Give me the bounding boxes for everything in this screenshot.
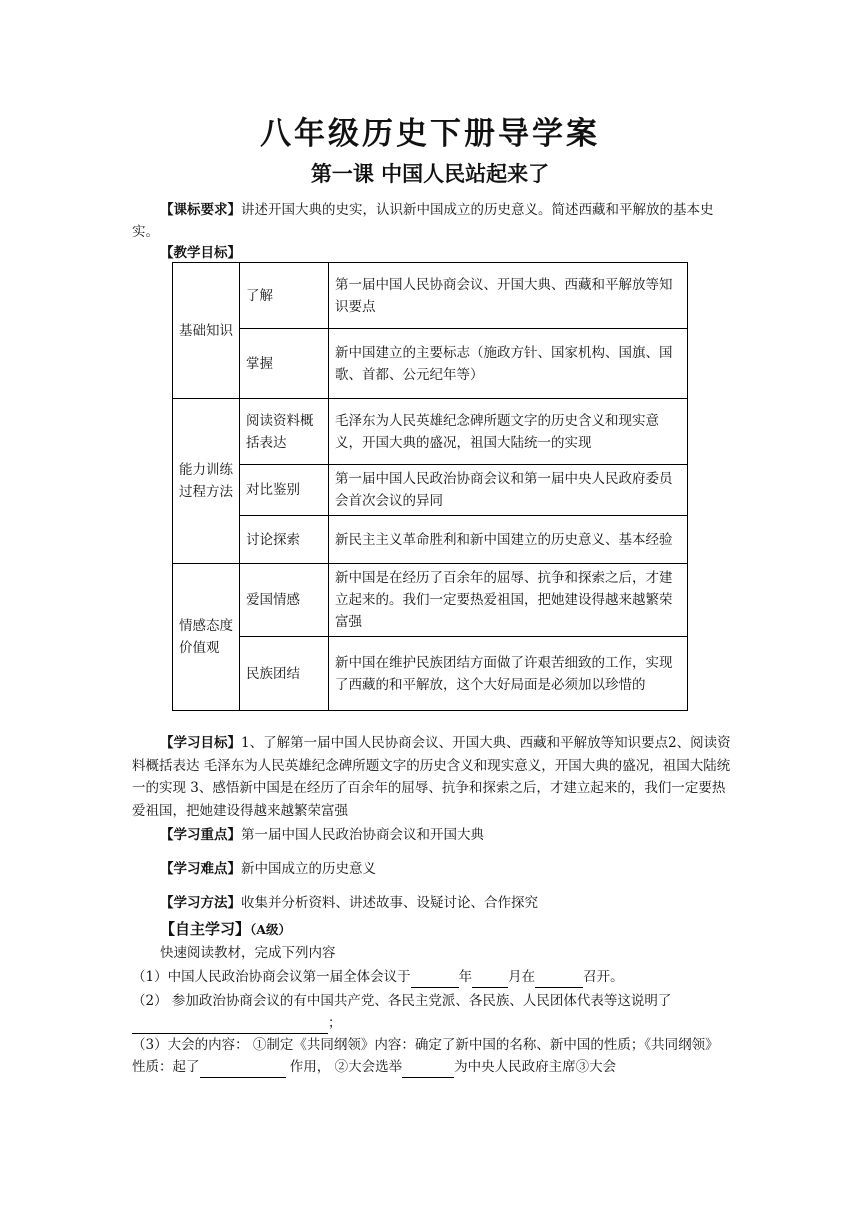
blank-role[interactable] xyxy=(200,1061,286,1078)
q1-text-b: 年 xyxy=(458,969,473,985)
zhongdian-text: 第一届中国人民政治协商会议和开国大典 xyxy=(241,827,484,843)
teaching-goals-table xyxy=(172,262,688,711)
sub-cell: 民族团结 xyxy=(240,637,329,711)
table-row xyxy=(173,564,688,637)
zizhu-heading xyxy=(132,918,732,941)
blank-significance[interactable] xyxy=(132,1017,328,1034)
category-cell: 能力训练过程方法 xyxy=(173,399,240,564)
table-row xyxy=(173,329,688,399)
zhongdian-section xyxy=(132,824,732,846)
sub-cell: 了解 xyxy=(240,263,329,329)
zizhu-level: （A级） xyxy=(250,922,291,937)
xuexi-mubiao-label: 【学习目标】 xyxy=(160,735,241,751)
q2-text-a: （2） 参加政治协商会议的有中国共产党、各民主党派、各民族、人民团体代表等这说明了 xyxy=(132,993,672,1009)
kebiao-text: 讲述开国大典的史实，认识新中国成立的历史意义。简述西藏和平解放的基本史实。 xyxy=(132,202,714,240)
goals-heading xyxy=(132,242,732,264)
blank-chairman[interactable] xyxy=(402,1061,454,1078)
q3-text-a: （3）大会的内容： ①制定《共同纲领》内容：确定了新中国的名称、新中国的性质；《共同纲领》性质：起了 xyxy=(132,1037,719,1075)
blank-month[interactable] xyxy=(472,971,508,988)
desc-cell: 新中国建立的主要标志（施政方针、国家机构、国旗、国歌、首都、公元纪年等） xyxy=(329,329,688,399)
zhongdian-label: 【学习重点】 xyxy=(160,827,241,843)
sub-cell: 掌握 xyxy=(240,329,329,399)
category-cell: 情感态度价值观 xyxy=(173,564,240,711)
zizhu-label: 【自主学习】 xyxy=(160,920,251,938)
table-row xyxy=(173,399,688,465)
nandian-section xyxy=(132,858,732,880)
sub-cell: 讨论探索 xyxy=(240,516,329,564)
q3-text-b: 作用， ②大会选举 xyxy=(285,1059,403,1075)
sub-cell: 爱国情感 xyxy=(240,564,329,637)
sub-cell: 阅读资料概括表达 xyxy=(240,399,329,465)
zizhu-intro: 快速阅读教材，完成下列内容 xyxy=(160,945,336,961)
table-row xyxy=(173,263,688,329)
nandian-label: 【学习难点】 xyxy=(160,861,241,877)
q1-text-d: 召开。 xyxy=(583,969,624,985)
q1-text-c: 月在 xyxy=(508,969,536,985)
nandian-text: 新中国成立的历史意义 xyxy=(241,861,376,877)
kebiao-label: 【课标要求】 xyxy=(160,202,241,218)
kebiao-section xyxy=(132,199,732,243)
xuexi-mubiao-section xyxy=(132,732,732,822)
q3-text-c: 为中央人民政府主席③大会 xyxy=(454,1059,617,1075)
blank-year[interactable] xyxy=(411,971,459,988)
desc-cell: 新民主主义革命胜利和新中国建立的历史意义、基本经验 xyxy=(329,516,688,564)
table-row xyxy=(173,637,688,711)
question-1 xyxy=(132,966,732,988)
desc-cell: 毛泽东为人民英雄纪念碑所题文字的历史含义和现实意义，开国大典的盛况，祖国大陆统一的实现 xyxy=(329,399,688,465)
desc-cell: 新中国是在经历了百余年的屈辱、抗争和探索之后，才建立起来的。我们一定要热爱祖国，把她建设得越来越繁荣富强 xyxy=(329,564,688,637)
fangfa-text: 收集并分析资料、讲述故事、设疑讨论、合作探究 xyxy=(241,895,538,911)
fangfa-section xyxy=(132,892,732,914)
desc-cell: 第一届中国人民协商会议、开国大典、西藏和平解放等知识要点 xyxy=(329,263,688,329)
lesson-title: 第一课 中国人民站起来了 xyxy=(310,161,550,186)
question-3 xyxy=(132,1034,732,1078)
table-row xyxy=(173,465,688,516)
desc-cell: 新中国在维护民族团结方面做了许艰苦细致的工作，实现了西藏的和平解放，这个大好局面是必须加以珍惜的 xyxy=(329,637,688,711)
sub-cell: 对比鉴别 xyxy=(240,465,329,516)
goals-label: 【教学目标】 xyxy=(160,245,241,261)
question-2 xyxy=(132,990,732,1034)
xuexi-mubiao-text: 1、了解第一届中国人民协商会议、开国大典、西藏和平解放等知识要点2、阅读资料概括表达 毛泽东为人民英雄纪念碑所题文字的历史含义和现实意义，开国大典的盛况，祖国大陆统一的实现 3、感悟新中国是在经历了百余年的屈辱、抗争和探索之后，才建立起来的，我们一定要热爱祖国，把她建设得越来越繁荣富强 xyxy=(132,735,731,819)
fangfa-label: 【学习方法】 xyxy=(160,895,241,911)
category-cell: 基础知识 xyxy=(173,263,240,399)
document-title: 八年级历史下册导学案 xyxy=(260,116,600,152)
q2-text-b: ； xyxy=(328,1015,342,1031)
desc-cell: 第一届中国人民政治协商会议和第一届中央人民政府委员会首次会议的异同 xyxy=(329,465,688,516)
table-row xyxy=(173,516,688,564)
blank-place[interactable] xyxy=(535,971,583,988)
q1-text-a: （1）中国人民政治协商会议第一届全体会议于 xyxy=(132,969,411,985)
